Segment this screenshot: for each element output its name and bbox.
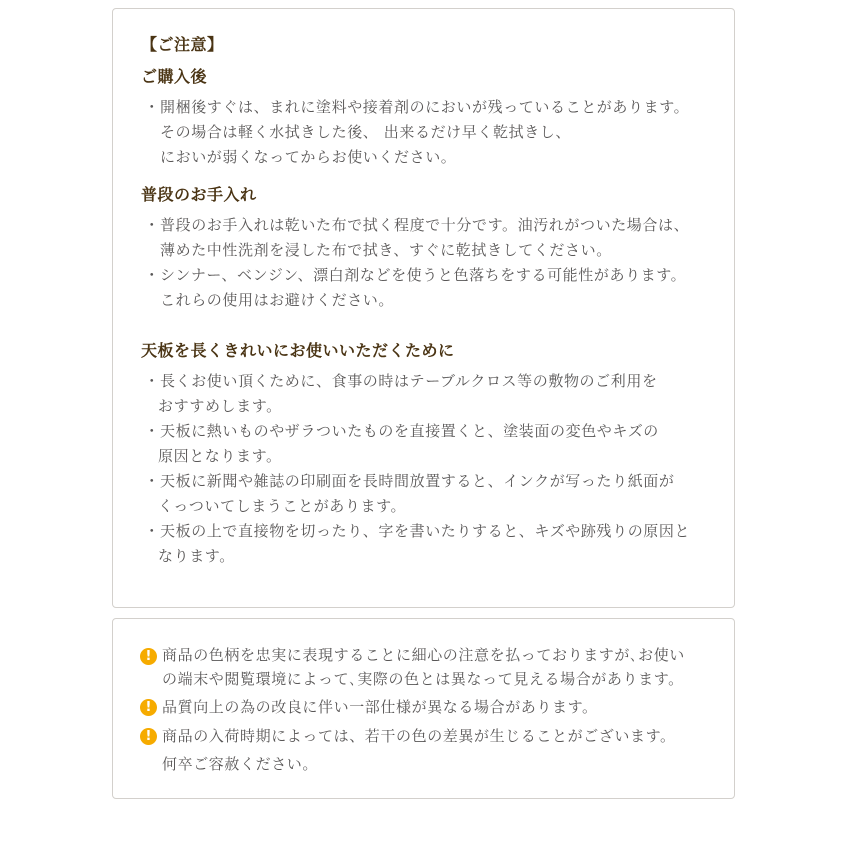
care-line: くっついてしまうことがあります。 [158, 497, 407, 515]
care-line: その場合は軽く水拭きした後、 出来るだけ早く乾拭きし、 [160, 123, 571, 141]
exclamation-icon: ! [140, 648, 157, 665]
bullet-dot: ･ [148, 472, 156, 490]
care-line: 原因となります。 [158, 447, 282, 465]
section-title-daily-care: 普段のお手入れ [141, 185, 257, 204]
section-title-tabletop-care: 天板を長くきれいにお使いいただくために [141, 341, 455, 360]
bullet-dot: ･ [148, 216, 156, 234]
care-line: 普段のお手入れは乾いた布で拭く程度で十分です。油汚れがついた場合は、 [160, 216, 690, 234]
notice-line: 商品の入荷時期によっては、若干の色の差異が生じることがございます。 [162, 727, 676, 745]
care-line: これらの使用はお避けください。 [160, 291, 395, 309]
care-line: おすすめします。 [158, 397, 282, 415]
care-line: においが弱くなってからお使いください。 [160, 148, 457, 166]
care-line: なります。 [158, 547, 235, 565]
bullet-dot: ･ [148, 422, 156, 440]
bullet-dot: ･ [148, 372, 156, 390]
care-line: 開梱後すぐは、まれに塗料や接着剤のにおいが残っていることがあります。 [160, 98, 690, 116]
notice-line: の端末や閲覧環境によって､実際の色とは異なって見える場合があります。 [162, 670, 684, 688]
care-line: 薄めた中性洗剤を浸した布で拭き、すぐに乾拭きしてください。 [160, 241, 612, 259]
care-line: シンナー、ベンジン、漂白剤などを使うと色落ちをする可能性があります。 [160, 266, 687, 284]
care-line: 長くお使い頂くために、食事の時はテーブルクロス等の敷物のご利用を [160, 372, 658, 390]
care-heading: 【ご注意】 [141, 35, 224, 54]
section-title-after-purchase: ご購入後 [141, 67, 208, 86]
notice-line: 商品の色柄を忠実に表現することに細心の注意を払っておりますが､お使い [162, 646, 685, 664]
notice-line: 何卒ご容赦ください。 [162, 755, 319, 773]
care-line: 天板の上で直接物を切ったり、字を書いたりすると、キズや跡残りの原因と [160, 522, 691, 540]
care-line: 天板に新聞や雑誌の印刷面を長時間放置すると、インクが写ったり紙面が [160, 472, 675, 490]
bullet-dot: ･ [148, 98, 156, 116]
exclamation-icon: ! [140, 728, 157, 745]
bullet-dot: ･ [148, 266, 156, 284]
bullet-dot: ･ [148, 522, 156, 540]
exclamation-icon: ! [140, 699, 157, 716]
notice-line: 品質向上の為の改良に伴い一部仕様が異なる場合があります。 [162, 698, 598, 716]
care-line: 天板に熱いものやザラついたものを直接置くと、塗装面の変色やキズの [160, 422, 659, 440]
